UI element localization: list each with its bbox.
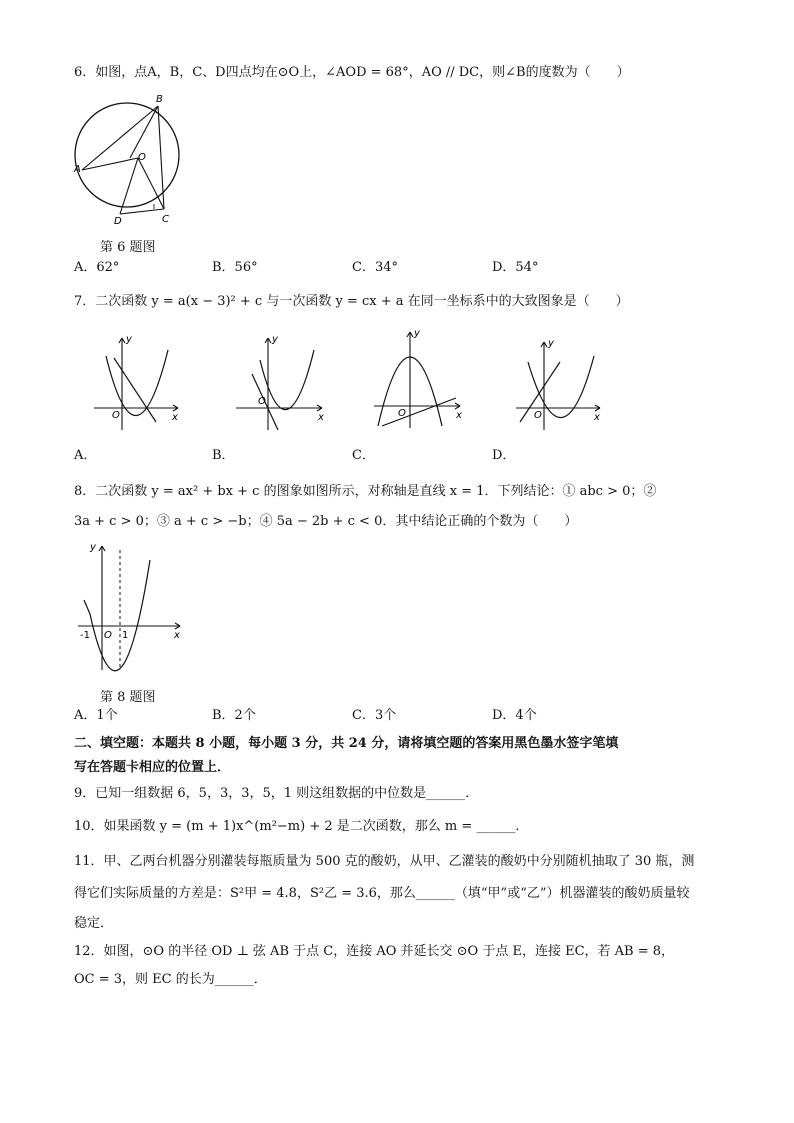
q8-x-label: x [174, 630, 180, 641]
q7a-origin-label: O [112, 410, 120, 421]
q8-one-label: 1 [122, 630, 129, 641]
q7d-x-label: x [594, 412, 600, 423]
q7b-y-label: y [272, 334, 278, 345]
q8-line1: 8．二次函数 y = ax² + bx + c 的图象如图所示，对称轴是直线 x = 1．下列结论：① abc > 0；② [74, 484, 657, 499]
q7d-y-label: y [548, 338, 554, 349]
q7a-y-label: y [126, 334, 132, 345]
q8-option-a: A．1个 [74, 708, 118, 723]
q7-graph-a [92, 332, 184, 432]
q6-option-c: C．34° [352, 260, 398, 275]
section2-heading-line2: 写在答题卡相应的位置上． [74, 760, 231, 775]
q7d-origin-label: O [534, 410, 542, 421]
section2-heading-line1: 二、填空题：本题共 8 小题，每小题 3 分，共 24 分，请将填空题的答案用黑色墨水签字笔填 [74, 736, 619, 751]
q6-option-d: D．54° [492, 260, 539, 275]
q11-line2: 得它们实际质量的方差是：S²甲 = 4.8，S²乙 = 3.6，那么______（填“甲”或“乙”）机器灌装的酸奶质量较 [74, 886, 690, 901]
q7-graph-b [234, 332, 326, 432]
q7b-origin-label: O [258, 396, 266, 407]
q11-line3: 稳定． [74, 916, 114, 931]
q8-caption: 第 8 题图 [100, 690, 156, 705]
q7-option-d: D． [492, 448, 516, 463]
q6-label-b: B [156, 94, 163, 105]
q6-text: 6．如图，点A，B，C、D四点均在⊙O上，∠AOD = 68°，AO // DC，则∠B的度数为（ ） [74, 65, 630, 80]
q8-line2: 3a + c > 0；③ a + c > −b；④ 5a − 2b + c < 0．其中结论正确的个数为（ ） [74, 514, 578, 529]
q6-label-o: O [138, 152, 146, 163]
q7c-origin-label: O [398, 408, 406, 419]
q9-text: 9．已知一组数据 6，5，3，3，5，1 则这组数据的中位数是______． [74, 786, 479, 801]
q8-neg-one-label: -1 [80, 630, 90, 641]
q10-text: 10．如果函数 y = (m + 1)x^(m²−m) + 2 是二次函数，那么 m = ______． [74, 819, 529, 834]
q6-circle-figure [74, 92, 184, 232]
q8-y-label: y [90, 542, 96, 553]
q7-option-b: B． [212, 448, 235, 463]
q6-option-a: A．62° [74, 260, 120, 275]
q6-option-b: B．56° [212, 260, 258, 275]
q7c-x-label: x [456, 410, 462, 421]
q8-origin-label: O [104, 630, 112, 641]
q7-graph-c [372, 326, 464, 430]
q7-option-a: A． [74, 448, 97, 463]
q7a-x-label: x [172, 412, 178, 423]
q6-label-d: D [114, 216, 122, 227]
q7b-x-label: x [318, 412, 324, 423]
q12-line2: OC = 3，则 EC 的长为______． [74, 972, 267, 987]
q8-option-b: B．2个 [212, 708, 256, 723]
q8-parabola-figure [76, 540, 186, 674]
q7-option-c: C． [352, 448, 375, 463]
q7-graph-d [514, 336, 606, 432]
q6-label-a: A [74, 164, 81, 175]
q8-option-d: D．4个 [492, 708, 537, 723]
q7c-y-label: y [414, 328, 420, 339]
q8-option-c: C．3个 [352, 708, 397, 723]
q12-line1: 12．如图，⊙O 的半径 OD ⊥ 弦 AB 于点 C，连接 AO 并延长交 ⊙O 于点 E，连接 EC，若 AB = 8， [74, 944, 675, 959]
q7-text: 7．二次函数 y = a(x − 3)² + c 与一次函数 y = cx + a 在同一坐标系中的大致图象是（ ） [74, 294, 629, 309]
q11-line1: 11．甲、乙两台机器分别灌装每瓶质量为 500 克的酸奶，从甲、乙灌装的酸奶中分别随机抽取了 30 瓶，测 [74, 854, 695, 869]
q6-label-c: C [162, 214, 169, 225]
q6-caption: 第 6 题图 [100, 240, 156, 255]
